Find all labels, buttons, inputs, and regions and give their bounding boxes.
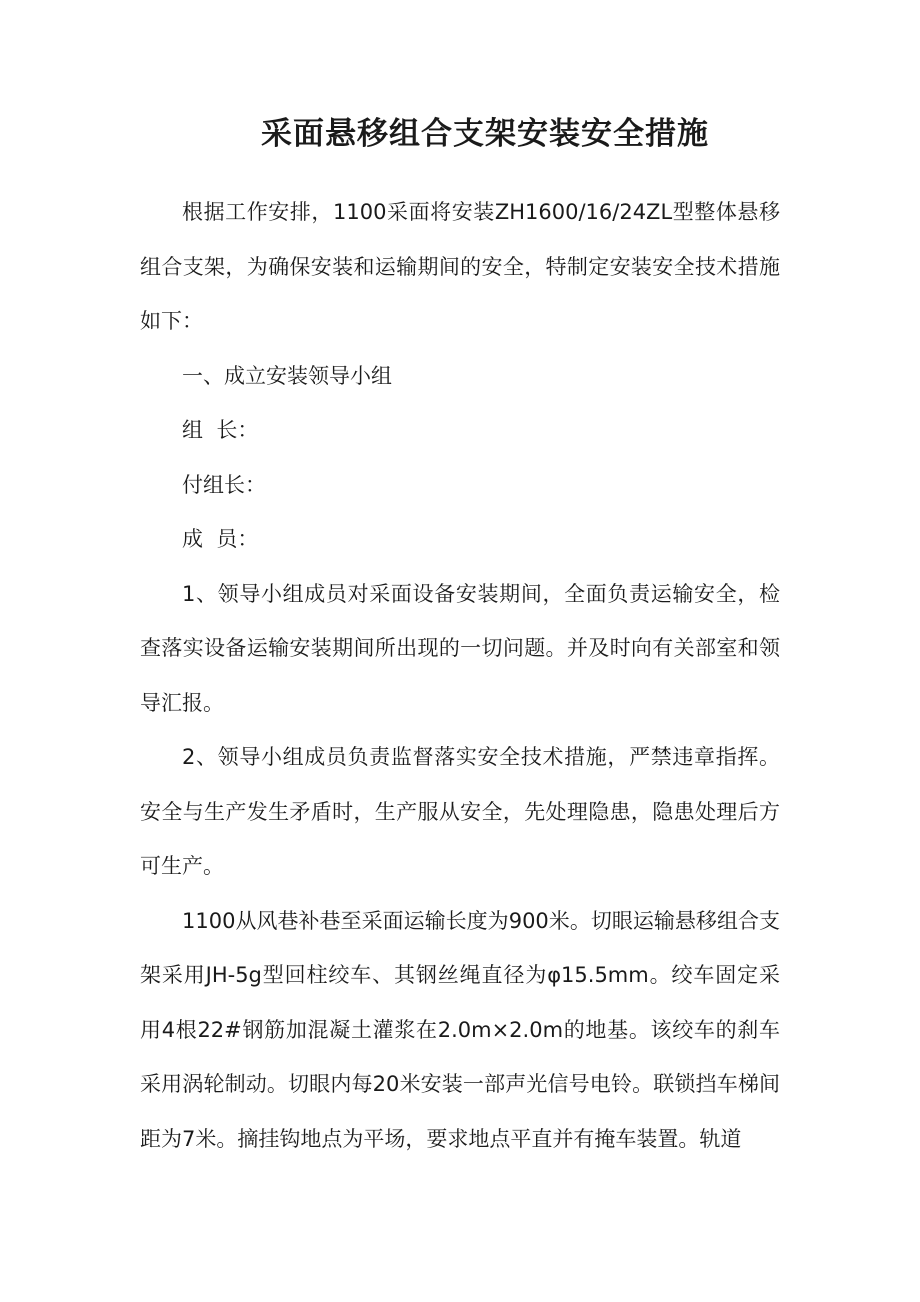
leader-label: 组 长： — [182, 418, 259, 442]
intro-paragraph: 根据工作安排，1100采面将安装ZH1600/16/24ZL型整体悬移组合支架，为确保安装和运输期间的安全，特制定安装安全技术措施如下： — [140, 200, 780, 333]
deputy-leader-label: 付组长： — [182, 472, 266, 497]
item-2-paragraph: 2、领导小组成员负责监督落实安全技术措施，严禁违章指挥。安全与生产发生矛盾时，生产服从安全，先处理隐患，隐患处理后方可生产。 — [140, 745, 780, 878]
document-title: 采面悬移组合支架安装安全措施 — [261, 116, 709, 152]
section-heading: 一、成立安装领导小组 — [182, 363, 392, 388]
members-label: 成 员： — [182, 527, 259, 551]
item-1-paragraph: 1、领导小组成员对采面设备安装期间，全面负责运输安全，检查落实设备运输安装期间所出现的一切问题。并及时向有关部室和领导汇报。 — [140, 581, 780, 715]
document-body — [140, 185, 780, 1166]
transport-paragraph: 1100从风巷补巷至采面运输长度为900米。切眼运输悬移组合支架采用JH-5g型回柱绞车、其钢丝绳直径为φ15.5mm。绞车固定采用4根22#钢筋加混凝土灌浆在2.0m×2.0m的地基。该绞车的刹车采用涡轮制动。切眼内每20米安装一部声光信号电铃。联锁挡车梯间距为7米。摘挂钩地点为平场，要求地点平直并有掩车装置。轨道 — [140, 908, 780, 1151]
